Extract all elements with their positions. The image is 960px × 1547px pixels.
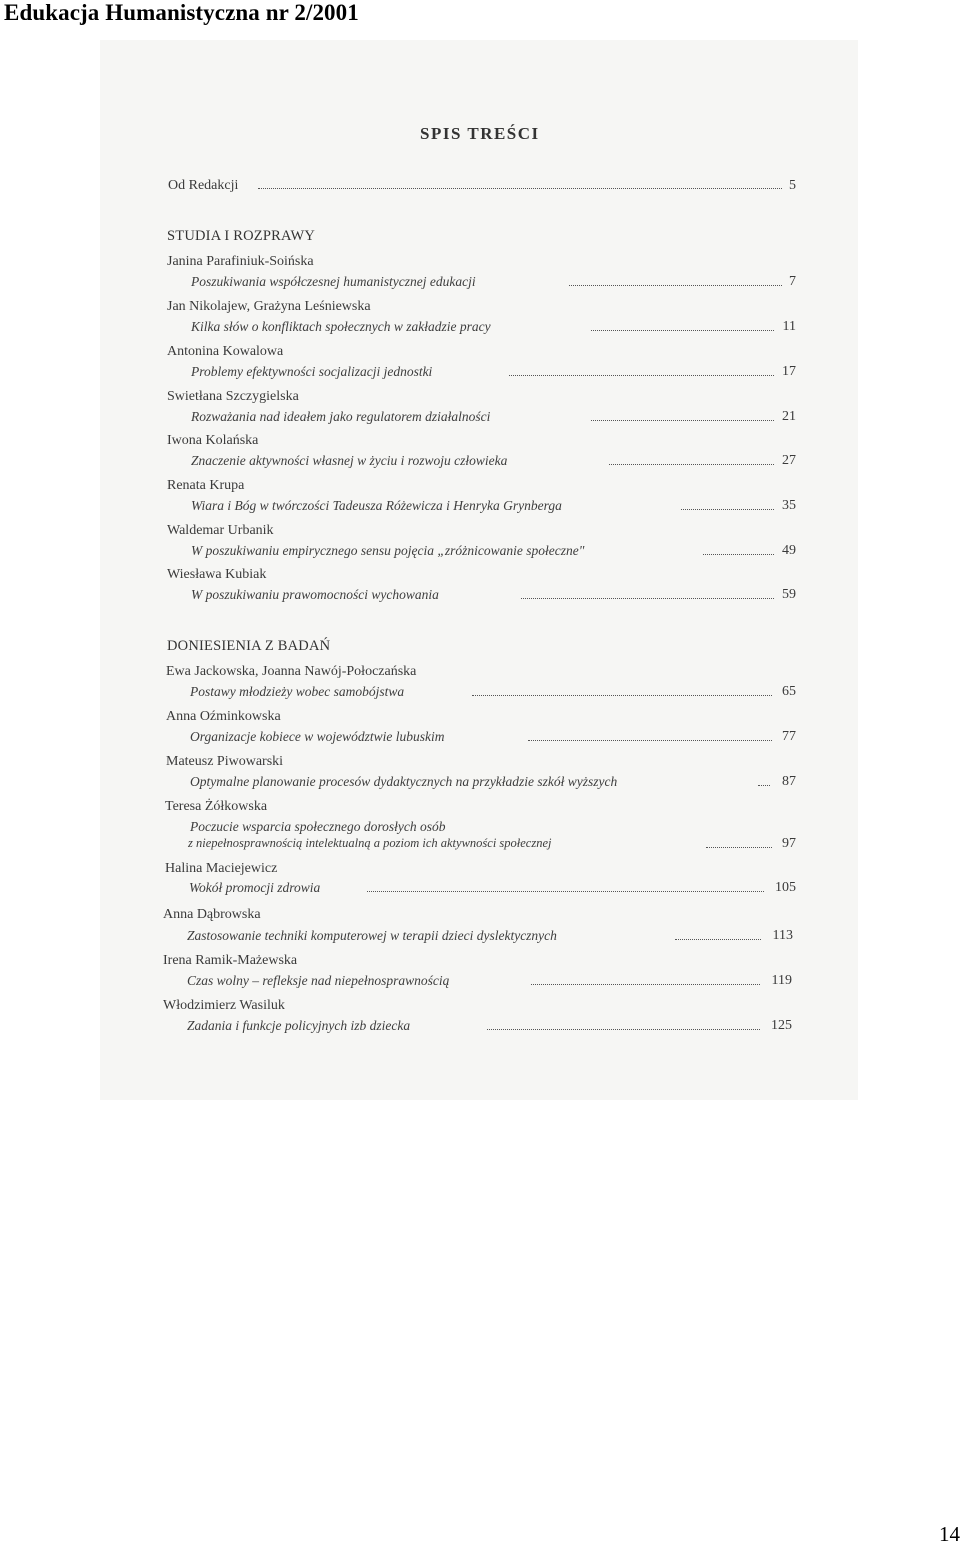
entry-page: 11 [782, 319, 796, 334]
entry-author: Ewa Jackowska, Joanna Nawój-Połoczańska [166, 664, 417, 679]
leader-dots [591, 330, 774, 331]
entry-page: 17 [782, 364, 796, 379]
leader-dots [591, 420, 774, 421]
leader-dots [487, 1029, 760, 1030]
entry-title: W poszukiwaniu prawomocności wychowania [191, 587, 439, 602]
entry-title-row [189, 880, 796, 900]
entry-author: Janina Parafiniuk-Soińska [167, 254, 314, 269]
entry-title-row [187, 973, 792, 993]
entry-title: Postawy młodzieży wobec samobójstwa [190, 684, 405, 699]
entry-author: Waldemar Urbanik [167, 523, 274, 538]
leader-dots [521, 598, 774, 599]
entry-page: 59 [782, 587, 796, 602]
entry-title-row [191, 587, 796, 607]
entry-title-row [191, 409, 796, 429]
entry-title-row [191, 319, 796, 339]
entry-title-row [190, 684, 796, 704]
entry-author: Włodzimierz Wasiluk [163, 998, 285, 1013]
entry-page: 113 [772, 928, 793, 943]
leader-dots [258, 188, 782, 189]
entry-page: 125 [771, 1018, 792, 1033]
entry-title: Wokół promocji zdrowia [189, 880, 321, 895]
entry-title: Organizacje kobiece w województwie lubuskim [190, 729, 445, 744]
leader-dots [367, 891, 764, 892]
entry-author: Wiesława Kubiak [167, 567, 267, 582]
entry-title: Poszukiwania współczesnej humanistycznej edukacji [191, 274, 476, 289]
entry-author: Mateusz Piwowarski [166, 754, 284, 769]
entry-page: 7 [789, 274, 796, 289]
section-heading: STUDIA I ROZPRAWY [167, 228, 316, 244]
entry-title-row [191, 274, 796, 294]
entry-page: 49 [782, 543, 796, 558]
entry-page: 65 [782, 684, 796, 699]
entry-author: Teresa Żółkowska [165, 799, 268, 814]
entry-title-row [191, 498, 796, 518]
leader-dots [675, 939, 761, 940]
entry-title: Wiara i Bóg w twórczości Tadeusza Różewicza i Henryka Grynberga [191, 498, 562, 513]
entry-author: Anna Oźminkowska [166, 709, 281, 724]
entry-title: W poszukiwaniu empirycznego sensu pojęcia „zróżnicowanie społeczne" [191, 543, 585, 558]
entry-page: 97 [782, 836, 796, 851]
entry-title: Zadania i funkcje policyjnych izb dziecka [187, 1018, 411, 1033]
entry-title-row [191, 543, 796, 563]
leader-dots [703, 554, 774, 555]
leader-dots [681, 509, 774, 510]
entry-author: Iwona Kolańska [167, 433, 259, 448]
entry-title-row [187, 1018, 792, 1038]
entry-page: 119 [771, 973, 792, 988]
leader-dots [531, 984, 760, 985]
entry-page: 35 [782, 498, 796, 513]
leader-dots [609, 464, 774, 465]
leader-dots [509, 375, 774, 376]
entry-title: Znaczenie aktywności własnej w życiu i rozwoju człowieka [191, 453, 508, 468]
entry-title-row [191, 364, 796, 384]
entry-author: Renata Krupa [167, 478, 245, 493]
entry-author: Jan Nikolajew, Grażyna Leśniewska [167, 299, 371, 314]
toc-title: SPIS TREŚCI [420, 124, 540, 143]
running-head: Edukacja Humanistyczna nr 2/2001 [4, 0, 359, 25]
entry-page: 77 [782, 729, 796, 744]
section-heading: DONIESIENIA Z BADAŃ [167, 638, 331, 654]
leader-dots [758, 785, 770, 786]
entry-page: 27 [782, 453, 796, 468]
entry-title: Optymalne planowanie procesów dydaktycznych na przykładzie szkół wyższych [190, 774, 618, 789]
entry-title-row [187, 928, 793, 948]
toc-intro-page: 5 [789, 178, 796, 193]
entry-title: Rozważania nad ideałem jako regulatorem działalności [191, 409, 491, 424]
entry-title-row [190, 774, 796, 794]
entry-author: Antonina Kowalowa [167, 344, 284, 359]
leader-dots [706, 847, 772, 848]
entry-title: Kilka słów o konfliktach społecznych w zakładzie pracy [191, 319, 491, 334]
entry-title: Zastosowanie techniki komputerowej w terapii dzieci dyslektycznych [187, 928, 557, 943]
entry-author: Irena Ramik-Mażewska [163, 953, 298, 968]
entry-author: Halina Maciejewicz [165, 861, 278, 876]
leader-dots [569, 285, 782, 286]
entry-page: 87 [782, 774, 796, 789]
entry-author: Swietłana Szczygielska [167, 389, 299, 404]
entry-page: 105 [775, 880, 796, 895]
entry-title: Problemy efektywności socjalizacji jednostki [191, 364, 433, 379]
entry-title-row [190, 729, 796, 749]
leader-dots [472, 695, 772, 696]
entry-title-row [191, 453, 796, 473]
entry-title: Poczucie wsparcia społecznego dorosłych osób [190, 819, 446, 834]
entry-title-row [188, 836, 796, 856]
page-number: 14 [939, 1522, 960, 1546]
entry-author: Anna Dąbrowska [163, 907, 261, 922]
toc-intro-line [168, 178, 796, 200]
entry-title-continued: z niepełnosprawnością intelektualną a poziom ich aktywności społecznej [188, 836, 552, 850]
entry-title: Czas wolny – refleksje nad niepełnosprawnością [187, 973, 450, 988]
entry-page: 21 [782, 409, 796, 424]
toc-intro-label: Od Redakcji [168, 178, 239, 193]
leader-dots [528, 740, 772, 741]
